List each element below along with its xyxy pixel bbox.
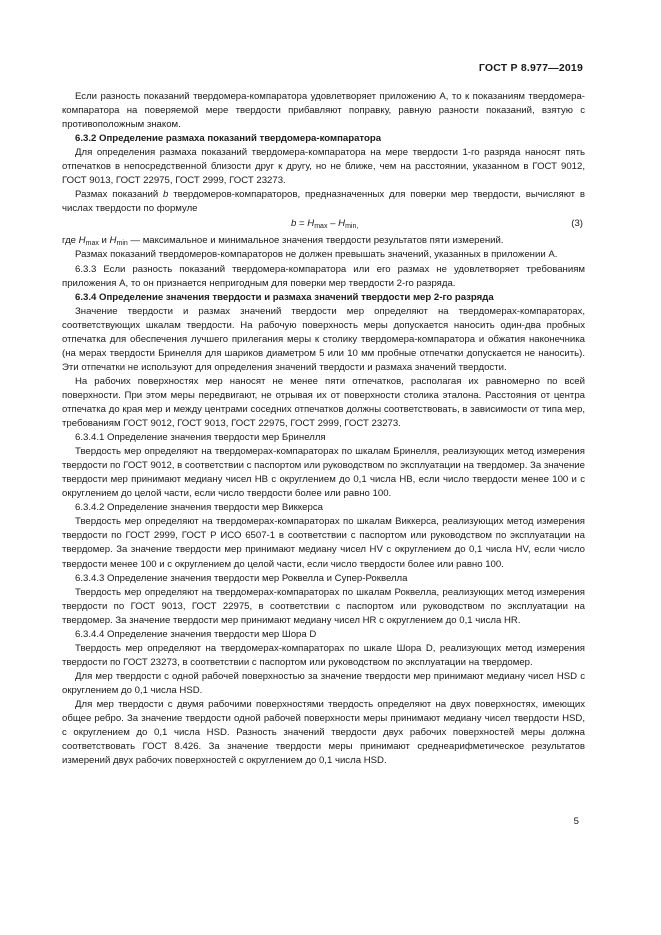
page-number: 5	[573, 816, 579, 827]
document-header: ГОСТ Р 8.977—2019	[478, 62, 583, 74]
paragraph: Для мер твердости с двумя рабочими поверхностями твердость определяют на двух поверхностях, имеющих общее ребро. За значение твердости одной рабочей поверхности меры принимают медиану чисел твердости HSD, с округлением до 0,1 числа HSD. Разность значений твердости двух рабочих поверхностей меры должна соответствовать ГОСТ 8.426. За значение твердости меры принимают среднеарифметическое результатов измерений двух рабочих поверхностей с округлением до 0,1 числа HSD.	[62, 698, 585, 767]
formula-3	[62, 217, 585, 233]
section-heading-6-3-4-1: 6.3.4.1 Определение значения твердости мер Бринелля	[75, 432, 326, 444]
paragraph: Твердость мер определяют на твердомерах-компараторах по шкалам Виккерса, реализующих метод измерения твердости по ГОСТ 2999, ГОСТ Р ИСО 6507-1 в соответствии с паспортом или руководством по эксплуатации на твердомер. За значение твердости мер принимают медиану чисел HV с округлением до 0,1 числа HV, если число твердости менее 100 и с округлением до целой части, если число твердости более или равно 100.	[62, 516, 585, 570]
paragraph: Для мер твердости с одной рабочей поверхностью за значение твердости мер принимают медиану чисел HSD с округлением до 0,1 числа HSD.	[62, 670, 585, 696]
section-heading-6-3-4-4: 6.3.4.4 Определение значения твердости мер Шора D	[75, 628, 317, 640]
document-body	[62, 90, 585, 768]
paragraph: На рабочих поверхностях мер наносят не менее пяти отпечатков, располагая их равномерно по всей поверхности. При этом меры передвигают, не отрывая их от поверхности столика эталона. Расстояния от центра отпечатка до края мер и между центрами соседних отпечатков должны соответствовать, в зависимости от типа мер, требованиям ГОСТ 9012, ГОСТ 9013, ГОСТ 22975, ГОСТ 2999, ГОСТ 23273.	[62, 375, 585, 430]
paragraph: Твердость мер определяют на твердомерах-компараторах по шкалам Бринелля, реализующих метод измерения твердости по ГОСТ 9012, в соответствии с паспортом или руководством по эксплуатации на твердомер. За значение твердости мер принимают медиану чисел НВ с округлением до 0,1 числа НВ, если число твердости менее 100 и с округлением до целой части, если число твердости более или равно 100.	[62, 446, 585, 500]
section-heading-6-3-4-3: 6.3.4.3 Определение значения твердости мер Роквелла и Супер-Роквелла	[75, 572, 408, 584]
paragraph: Размах показаний b твердомеров-компараторов, предназначенных для поверки мер твердости, вычисляют в числах твердости по формуле	[62, 189, 586, 215]
section-heading-6-3-2: 6.3.2 Определение размаха показаний твердомера-компаратора	[75, 133, 382, 145]
formula-expression: $b = H_{max} - H_{min,}$	[291, 218, 359, 231]
formula-number: (3)	[571, 218, 583, 230]
paragraph: Твердость мер определяют на твердомерах-компараторах по шкалам Роквелла, реализующих метод измерения твердости по ГОСТ 9013, ГОСТ 22975, в соответствии с паспортом или руководством по эксплуатации на твердомер. За значение твердости мер принимают медиану чисел HR с округлением до 0,1 числа HR.	[62, 586, 585, 626]
paragraph: Для определения размаха показаний твердомера-компаратора на мере твердости 1-го разряда наносят пять отпечатков в непосредственной близости друг к другу, но не ближе, чем на расстоянии, указанном в ГОСТ 9012, ГОСТ 9013, ГОСТ 22975, ГОСТ 2999, ГОСТ 23273.	[62, 147, 585, 187]
paragraph: Твердость мер определяют на твердомерах-компараторах по шкале Шора D, реализующих метод измерения твердости по ГОСТ 23273, в соответствии с паспортом или руководством по эксплуатации на твердомер.	[62, 642, 585, 668]
paragraph: Значение твердости и размах значений твердости мер определяют на твердомерах-компараторах, соответствующих шкалам твердости. На рабочую поверхность меры допускается наносить один-два пробных отпечатка для обеспечения лучшего прилегания меры к столику твердомера-компаратора и обжатия наконечника (на мерах твердости Бринелля для шариков диаметром 5 или 10 мм пробные отпечатки допускается не наносить). Эти отпечатки не используют для определения значений твердости и размаха значений твердости.	[62, 305, 585, 373]
paragraph: Размах показаний твердомеров-компараторов не должен превышать значений, указанных в приложении А.	[75, 249, 558, 261]
section-6-3-3: 6.3.3 Если разность показаний твердомера-компаратора или его размах не удовлетворяет требованиям приложения А, то он признается непригодным для поверки мер твердости 2-го разряда.	[62, 263, 585, 289]
section-heading-6-3-4-2: 6.3.4.2 Определение значения твердости мер Виккерса	[75, 502, 323, 514]
paragraph: Если разность показаний твердомера-компаратора удовлетворяет приложению А, то к показаниям твердомера-компаратора на поверяемой мере твердости прибавляют поправку, равную разности показаний, взятую с противоположным знаком.	[62, 91, 585, 131]
section-heading-6-3-4: 6.3.4 Определение значения твердости и размаха значений твердости мер 2-го разряда	[75, 291, 494, 303]
paragraph: где $H_{max}$ и $H_{min}$ — максимальное и минимальное значения твердости результатов пяти измерений.	[62, 235, 504, 248]
